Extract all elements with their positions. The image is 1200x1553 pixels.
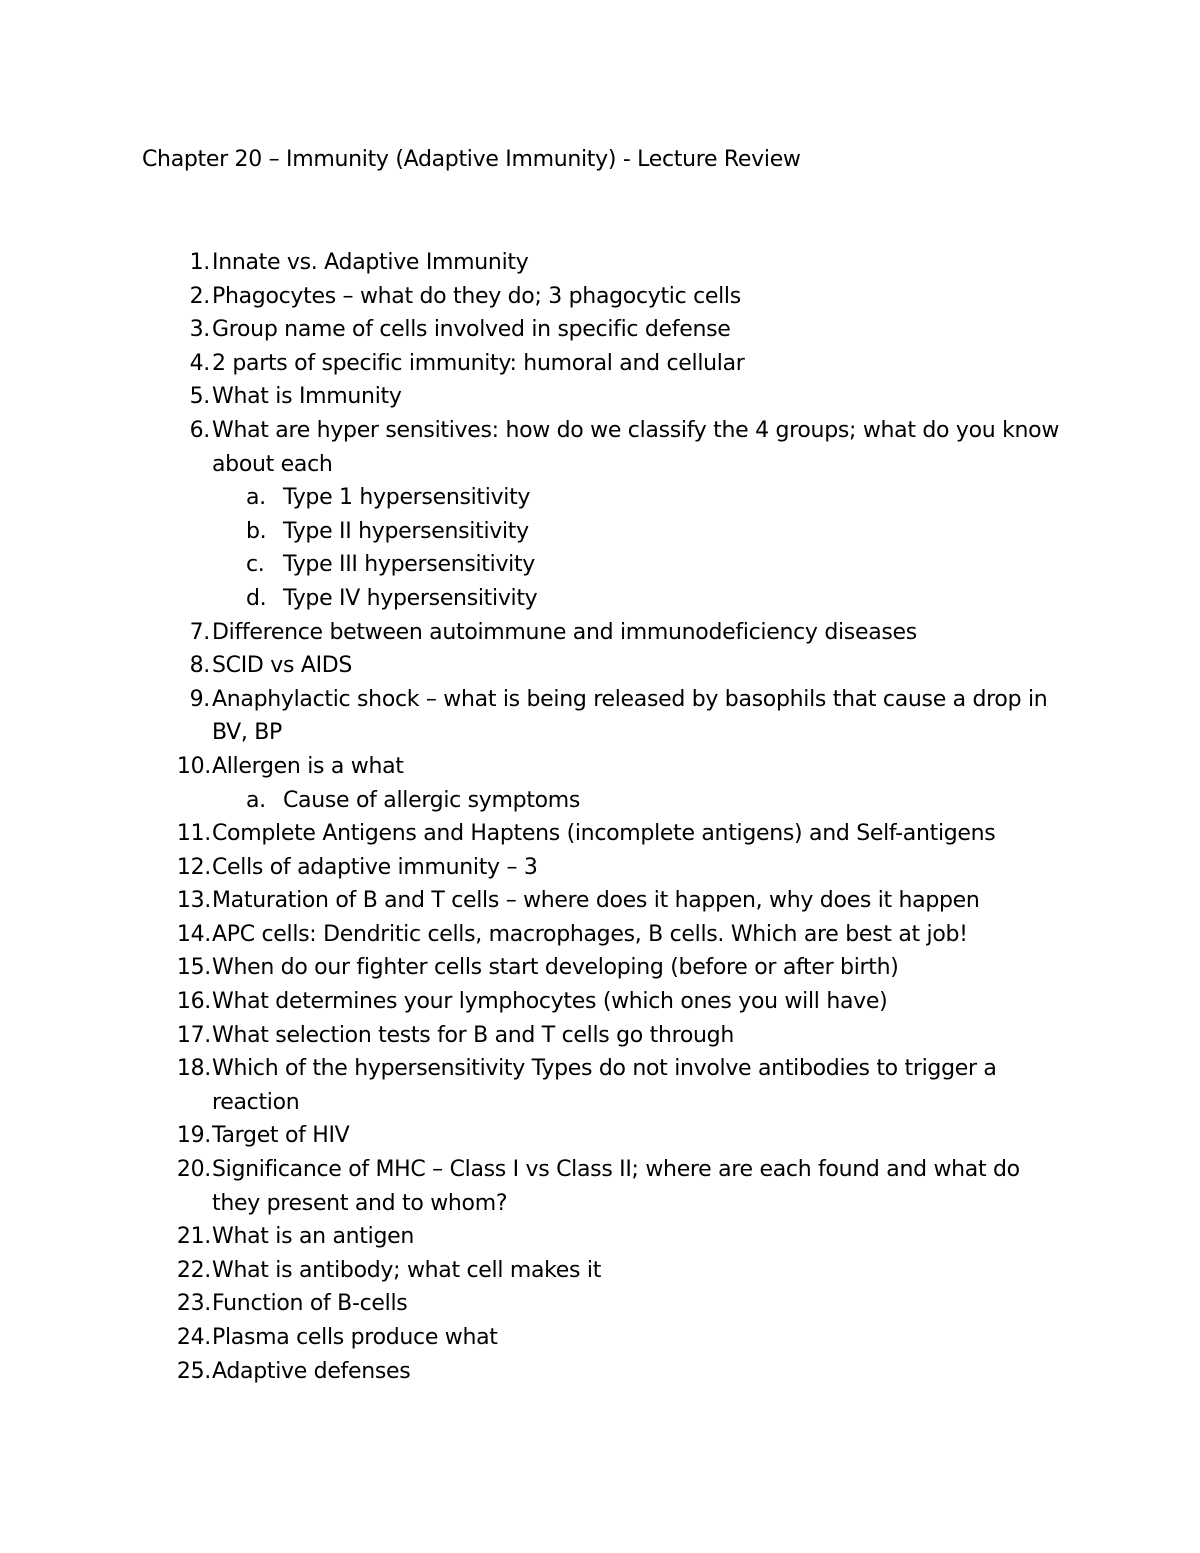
- list-item: [0, 985, 1200, 1019]
- item-number: 8.: [189, 653, 210, 679]
- list-item: [0, 884, 1200, 918]
- item-number: 3.: [189, 317, 210, 343]
- list-item: [0, 380, 1200, 414]
- review-question-list: [0, 246, 1200, 1388]
- sub-list: [0, 481, 1200, 615]
- sub-item-text: Cause of allergic symptoms: [283, 787, 581, 813]
- document-title: Chapter 20 – Immunity (Adaptive Immunity) - Lecture Review: [142, 147, 801, 172]
- item-text: Innate vs. Adaptive Immunity: [212, 250, 529, 275]
- item-number: 5.: [189, 384, 210, 410]
- list-item: [0, 1254, 1200, 1288]
- item-number: 24.: [176, 1325, 211, 1350]
- item-text: Plasma cells produce what: [212, 1325, 498, 1350]
- list-item: [0, 817, 1200, 851]
- item-text: When do our fighter cells start developing (before or after birth): [212, 955, 899, 981]
- item-number: 19.: [176, 1123, 211, 1149]
- item-text: APC cells: Dendritic cells, macrophages, B cells. Which are best at job!: [212, 921, 968, 947]
- item-number: 10.: [176, 753, 211, 779]
- list-item: [0, 313, 1200, 347]
- list-item: [0, 683, 1200, 750]
- sub-item-text: Type 1 hypersensitivity: [283, 485, 531, 511]
- item-number: 20.: [176, 1157, 211, 1183]
- item-text: Phagocytes – what do they do; 3 phagocytic cells: [212, 283, 741, 309]
- sub-item-letter: b.: [246, 518, 267, 544]
- list-item: [0, 649, 1200, 683]
- item-number: 17.: [176, 1022, 211, 1048]
- sub-list-item: [0, 481, 1200, 515]
- item-text: Maturation of B and T cells – where does it happen, why does it happen: [212, 888, 980, 914]
- item-text: What is Immunity: [212, 384, 402, 410]
- item-text: Anaphylactic shock – what is being released by basophils that cause a drop in BV, BP: [212, 686, 1048, 746]
- list-item: [0, 750, 1200, 817]
- item-text: Significance of MHC – Class I vs Class II; where are each found and what do they present and to whom?: [212, 1157, 1020, 1216]
- item-text: What is antibody; what cell makes it: [212, 1257, 602, 1283]
- item-number: 1.: [189, 250, 210, 275]
- sub-list-item: [0, 582, 1200, 616]
- item-number: 13.: [176, 888, 211, 914]
- sub-list-item: [0, 784, 1200, 818]
- list-item: [0, 918, 1200, 952]
- item-number: 9.: [189, 686, 210, 712]
- sub-list-item: [0, 548, 1200, 582]
- item-text: What are hyper sensitives: how do we classify the 4 groups; what do you know about each: [212, 417, 1060, 477]
- item-text: Allergen is a what: [212, 753, 404, 779]
- item-number: 25.: [176, 1358, 211, 1384]
- sub-item-letter: a.: [246, 787, 266, 813]
- sub-item-letter: d.: [246, 585, 267, 611]
- list-item: [0, 347, 1200, 381]
- sub-list: [0, 784, 1200, 818]
- item-number: 6.: [189, 417, 210, 443]
- sub-item-text: Type IV hypersensitivity: [283, 585, 538, 611]
- item-number: 7.: [189, 619, 210, 645]
- sub-item-text: Type III hypersensitivity: [283, 552, 536, 578]
- item-text: Complete Antigens and Haptens (incomplete antigens) and Self-antigens: [212, 821, 996, 847]
- item-number: 12.: [176, 854, 211, 880]
- item-text: What determines your lymphocytes (which ones you will have): [212, 989, 888, 1015]
- list-item: [0, 851, 1200, 885]
- item-number: 22.: [176, 1257, 211, 1283]
- list-item: [0, 1153, 1200, 1220]
- item-text: Target of HIV: [212, 1123, 350, 1149]
- item-number: 14.: [176, 921, 211, 947]
- sub-item-letter: a.: [246, 485, 266, 511]
- list-item: [0, 616, 1200, 650]
- item-number: 23.: [176, 1291, 211, 1317]
- item-text: Function of B-cells: [212, 1291, 408, 1317]
- sub-item-text: Type II hypersensitivity: [283, 518, 529, 544]
- list-item: [0, 1287, 1200, 1321]
- item-text: Which of the hypersensitivity Types do not involve antibodies to trigger a reaction: [212, 1056, 997, 1115]
- list-item: [0, 1119, 1200, 1153]
- list-item: [0, 1019, 1200, 1053]
- item-number: 11.: [176, 821, 211, 847]
- item-text: What is an antigen: [212, 1224, 414, 1250]
- item-text: What selection tests for B and T cells go through: [212, 1022, 734, 1048]
- item-number: 21.: [176, 1224, 211, 1250]
- list-item: [0, 280, 1200, 314]
- list-item: [0, 951, 1200, 985]
- list-item: [0, 246, 1200, 280]
- item-text: Group name of cells involved in specific defense: [212, 317, 731, 343]
- item-text: Adaptive defenses: [212, 1358, 411, 1384]
- list-item: [0, 1355, 1200, 1389]
- sub-list-item: [0, 515, 1200, 549]
- item-text: Cells of adaptive immunity – 3: [212, 854, 538, 880]
- item-number: 15.: [176, 955, 211, 981]
- item-number: 16.: [176, 989, 211, 1015]
- sub-item-letter: c.: [246, 552, 265, 578]
- item-number: 2.: [189, 283, 210, 309]
- item-text: 2 parts of specific immunity: humoral and cellular: [212, 350, 745, 376]
- item-number: 4.: [189, 350, 210, 376]
- list-item: [0, 1321, 1200, 1355]
- list-item: [0, 414, 1200, 616]
- item-text: Difference between autoimmune and immunodeficiency diseases: [212, 619, 917, 645]
- list-item: [0, 1220, 1200, 1254]
- item-text: SCID vs AIDS: [212, 653, 353, 679]
- list-item: [0, 1052, 1200, 1119]
- item-number: 18.: [176, 1056, 211, 1082]
